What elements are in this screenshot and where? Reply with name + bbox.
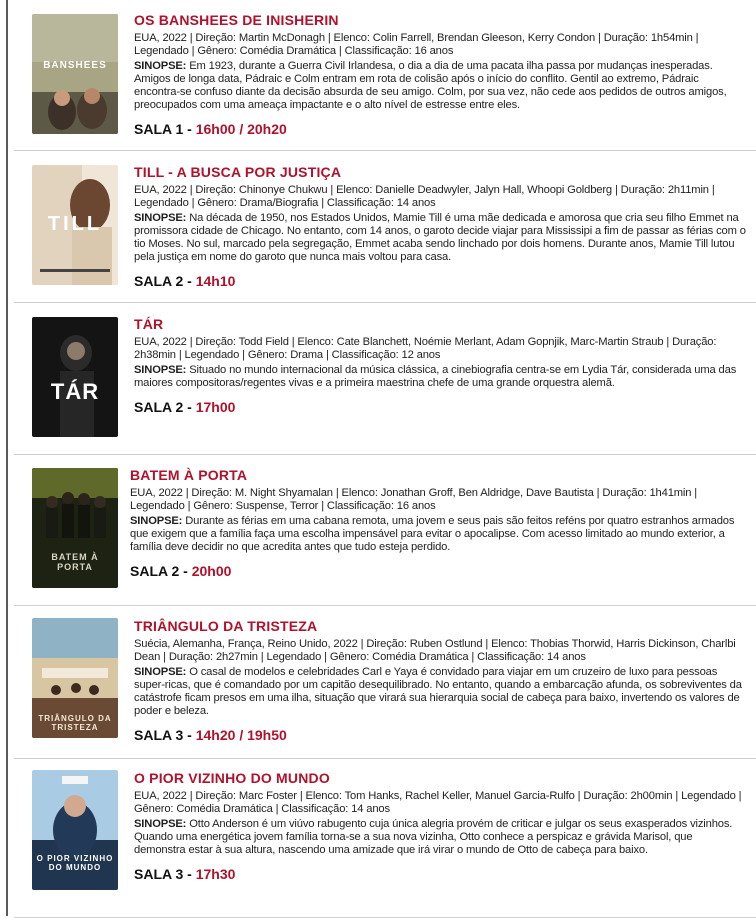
movie-title: O PIOR VIZINHO DO MUNDO <box>134 770 330 786</box>
movie-info <box>134 164 746 289</box>
synopsis-text: Otto Anderson é um viúvo rabugento cuja única alegria provém de criticar e julgar os seus exasperados vizinhos. Quando uma energética jovem família torna-se a sua nova vizinha, Otto conhece a perspicaz e grávida Marisol, que demonstra estar à sua altura, nascendo uma amizade que irá virar o mundo de Otto de cabeça para baixo. <box>134 818 733 856</box>
movie-card <box>14 0 756 151</box>
synopsis-label: SINOPSE: <box>134 60 187 72</box>
movie-card <box>14 303 756 455</box>
session-separator: - <box>179 563 192 579</box>
movie-card <box>14 151 756 303</box>
movie-synopsis <box>134 666 746 718</box>
synopsis-label: SINOPSE: <box>134 818 187 830</box>
session-info <box>134 121 746 137</box>
movie-meta: EUA, 2022 | Direção: Chinonye Chukwu | Elenco: Danielle Deadwyler, Jalyn Hall, Whoopi Goldberg | Duração: 2h11min | Legendado | Gênero: Drama/Biografia | Classificação: 14 anos <box>134 184 715 209</box>
movie-info <box>134 770 746 882</box>
room-label: SALA 2 <box>134 273 184 289</box>
left-margin-rule <box>6 0 8 916</box>
synopsis-text: O casal de modelos e celebridades Carl e Yaya é convidado para viajar em um cruzeiro de luxo para pessoas super-ricas, que é comandado por um capitão desequilibrado. No entanto, quando a embarcação afunda, os sobreviventes da catástrofe ficam presos em uma ilha, situação que virará sua hierarquia social de cabeça para baixo, invertendo os valores de poder e beleza. <box>134 666 742 717</box>
session-separator: - <box>183 727 196 743</box>
movie-poster <box>32 317 118 437</box>
movie-title: TILL - A BUSCA POR JUSTIÇA <box>134 164 342 180</box>
movie-poster <box>32 468 118 588</box>
showtimes: 20h00 <box>191 563 232 579</box>
poster-title: O PIOR VIZINHO DO MUNDO <box>36 854 114 872</box>
room-label: SALA 3 <box>134 866 184 882</box>
movie-synopsis <box>134 818 746 857</box>
synopsis-label: SINOPSE: <box>130 515 183 527</box>
movie-meta: EUA, 2022 | Direção: M. Night Shyamalan | Elenco: Jonathan Groff, Ben Aldridge, Dave Bautista | Duração: 1h41min | Legendado | Gênero: Suspense, Terror | Classificação: 16 anos <box>130 487 698 512</box>
room-label: SALA 3 <box>134 727 184 743</box>
session-separator: - <box>183 866 196 882</box>
movie-title: TRIÂNGULO DA TRISTEZA <box>134 618 318 634</box>
movie-card <box>14 606 756 759</box>
poster-title: TÁR <box>50 379 100 404</box>
room-label: SALA 1 <box>134 121 184 137</box>
session-separator: - <box>183 273 196 289</box>
synopsis-label: SINOPSE: <box>134 666 187 678</box>
showtimes: 16h00 / 20h20 <box>195 121 287 137</box>
session-info <box>134 399 746 415</box>
movie-poster <box>32 165 118 285</box>
movie-meta: EUA, 2022 | Direção: Marc Foster | Elenco: Tom Hanks, Rachel Keller, Manuel Garcia-Rulfo | Duração: 2h00min | Legendado | Gênero: Comédia Dramática | Classificação: 14 anos <box>134 790 742 815</box>
movie-info <box>134 618 746 743</box>
movie-poster <box>32 770 118 890</box>
movie-title: OS BANSHEES DE INISHERIN <box>134 12 339 28</box>
movie-info <box>134 12 746 137</box>
movie-synopsis <box>134 364 746 390</box>
movie-synopsis <box>134 60 746 112</box>
room-label: SALA 2 <box>134 399 184 415</box>
movie-info <box>130 467 746 579</box>
movie-synopsis <box>130 515 746 554</box>
synopsis-text: Situado no mundo internacional da música clássica, a cinebiografia centra-se em Lydia Tár, considerada uma das maiores compositoras/regentes vivas e a primeira maestrina chefe de uma grande orquestra alemã. <box>134 364 737 389</box>
session-info <box>134 866 746 882</box>
movie-title: BATEM À PORTA <box>130 467 248 483</box>
synopsis-label: SINOPSE: <box>134 212 187 224</box>
room-label: SALA 2 <box>130 563 180 579</box>
showtimes: 17h00 <box>195 399 236 415</box>
session-info <box>130 563 746 579</box>
movie-synopsis <box>134 212 746 264</box>
showtimes: 14h10 <box>195 273 236 289</box>
showtimes: 17h30 <box>195 866 236 882</box>
session-separator: - <box>183 399 196 415</box>
synopsis-text: Na década de 1950, nos Estados Unidos, Mamie Till é uma mãe dedicada e amorosa que cria seu filho Emmet na promissora cidade de Chicago. No entanto, com 14 anos, o garoto decide viajar para Mississipi a fim de passar as férias com o tio Moses. No sul, marcado pela segregação, Emmet acaba sendo linchado por dois homens. Durante anos, Mamie Till lutou pela justiça em nome do garoto que nunca mais voltou para casa. <box>134 212 746 263</box>
session-info <box>134 727 746 743</box>
movie-meta: Suécia, Alemanha, França, Reino Unido, 2022 | Direção: Ruben Ostlund | Elenco: Thobias Thorwid, Harris Dickinson, Charlbi Dean | Duração: 2h27min | Legendado | Gênero: Comédia Dramática | Classificação: 14 anos <box>134 638 736 663</box>
session-separator: - <box>183 121 196 137</box>
poster-title: TRIÂNGULO DA TRISTEZA <box>38 714 112 732</box>
synopsis-text: Durante as férias em uma cabana remota, uma jovem e seus pais são feitos reféns por quatro estranhos armados que exigem que a família faça uma escolha impensável para evitar o apocalipse. Com acesso limitado ao mundo exterior, a família deve decidir no que acredita antes que tudo esteja perdido. <box>130 515 735 553</box>
movie-card <box>14 759 756 918</box>
movie-list <box>14 0 756 918</box>
synopsis-text: Em 1923, durante a Guerra Civil Irlandesa, o dia a dia de uma pacata ilha passa por mudanças inesperadas. Amigos de longa data, Pádraic e Colm entram em rota de colisão após o início do conflito. Gentil ao extremo, Pádraic encontra-se confuso diante da decisão absurda de seu amigo. Colm, por sua vez, não cede aos pedidos de outros amigos, preocupados com uma ameaça impactante e o alto nível de estresse entre eles. <box>134 60 727 111</box>
movie-poster <box>32 618 118 738</box>
movie-meta: EUA, 2022 | Direção: Martin McDonagh | Elenco: Colin Farrell, Brendan Gleeson, Kerry Condon | Duração: 1h54min | Legendado | Gênero: Comédia Dramática | Classificação: 16 anos <box>134 32 699 57</box>
poster-title: TILL <box>47 213 103 235</box>
movie-info <box>134 316 746 415</box>
session-info <box>134 273 746 289</box>
showtimes: 14h20 / 19h50 <box>195 727 287 743</box>
movie-meta: EUA, 2022 | Direção: Todd Field | Elenco: Cate Blanchett, Noémie Merlant, Adam Gopnjik, Marc-Martin Straub | Duração: 2h38min | Legendado | Gênero: Drama | Classificação: 12 anos <box>134 336 717 361</box>
movie-card <box>14 455 756 606</box>
synopsis-label: SINOPSE: <box>134 364 187 376</box>
movie-title: TÁR <box>134 316 164 332</box>
poster-title: BATEM À PORTA <box>51 552 99 572</box>
poster-title: BANSHEES <box>43 60 107 71</box>
movie-poster <box>32 14 118 134</box>
